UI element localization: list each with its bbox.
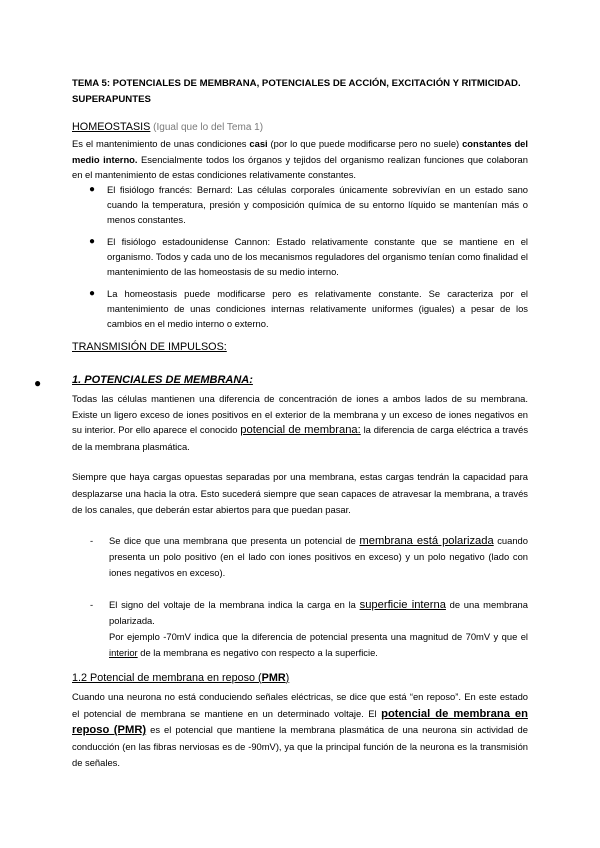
intro-bold-2: constantes del medio interno. [72,138,528,165]
polarizada-item [90,533,528,581]
pmr-heading [72,672,289,684]
transmision-heading: TRANSMISIÓN DE IMPULSOS: [72,341,227,353]
bullet-text: El fisiólogo estadounidense Cannon: Estado relativamente constante que se mantiene en el organismo. Todos y cada uno de los mecanismos reguladores del organismo tenían como finalidad el mantenimiento de las homeostasis de su medio interno. [107,236,528,277]
p1-text-a: Todas las células mantienen una diferencia de concentración de iones a ambos lados de su membrana. Existe un ligero exceso de iones positivos en el exterior de la membrana y un exceso de iones negativos en su interior. Por ello aparece el conocido [72,393,528,435]
bullet-text: El fisiólogo francés: Bernard: Las células corporales únicamente sobrevivían en un estado sano cuando la temperatura, presión y composición química de su entorno líquido se mantenían más o menos constantes. [107,184,528,225]
dash1-highlight: membrana está polarizada [359,535,494,547]
document-title: TEMA 5: POTENCIALES DE MEMBRANA, POTENCIALES DE ACCIÓN, EXCITACIÓN Y RITMICIDAD. SUPERAPUNTES [72,78,521,105]
pmr-text-a: Cuando una neurona no está conduciendo señales eléctricas, se dice que está “en reposo”. En este estado el potencial de membrana se mantiene en un determinado voltaje. El [72,691,528,719]
section-bullet-dot: ● [34,376,42,390]
p1-highlight: potencial de membrana: [240,424,361,436]
pmr-heading-a: 1.2 Potencial de membrana en reposo ( [72,672,262,684]
bullet-dot: ● [89,236,96,247]
intro-text-3: Esencialmente todos los órganos y tejidos del organismo realizan funciones que colaboran en el mantenimiento de estas condiciones relativamente constantes. [72,153,528,180]
dash2-text-a: El signo del voltaje de la membrana indica la carga en la [109,599,360,610]
p1-text-b: la diferencia de carga eléctrica a través de la membrana plasmática. [72,424,529,452]
pmr-highlight: potencial de membrana en reposo (PMR) [72,707,528,736]
dash2-underline: interior [109,647,138,658]
dash-marker: - [90,535,94,546]
pmr-text-b: es el potencial que mantiene la membrana plasmática de una neurona sin actividad de conducción (en las fibras nerviosas es de -90mV), ya que la principal función de la neurona es la transmisión de señales. [72,724,528,768]
homeostasis-heading: HOMEOSTASIS [72,121,151,133]
homeostasis-intro [72,136,528,183]
intro-text-2: (por lo que puede modificarse pero no suele) [267,138,463,149]
bullet-dot: ● [89,184,96,195]
superficie-item [90,597,528,661]
homeostasis-heading-line [72,120,528,136]
bullet-dot: ● [89,288,96,299]
dash1-text-b: cuando presenta un polo positivo (en el lado con iones positivos en exceso) y un polo negativo (lado con iones negativos en exceso). [109,535,528,578]
homeostasis-bullet-3 [85,286,528,331]
homeostasis-heading-note: (Igual que lo del Tema 1) [150,122,264,133]
pmr-paragraph [72,689,528,772]
homeostasis-bullet-2 [85,234,528,279]
intro-bold-1: casi [249,138,268,149]
homeostasis-bullet-1 [85,182,528,227]
potenciales-subheading: 1. POTENCIALES DE MEMBRANA: [72,374,253,386]
pmr-heading-c: ) [285,672,290,684]
potenciales-paragraph-2: Siempre que haya cargas opuestas separadas por una membrana, estas cargas tendrán la capacidad para desplazarse una hacia la otra. Esto sucederá siempre que sean capaces de atravesar la membrana, a través de los canales, que deberán estar abiertos para que puedan pasar. [72,471,528,515]
dash2-text-b: de una membrana polarizada. [109,599,528,626]
bullet-text: La homeostasis puede modificarse pero es relativamente constante. Se caracteriza por el mantenimiento de unas condiciones internas relativamente uniformes (iguales) a pesar de los cambios en el medio interno o externo. [107,288,528,329]
potenciales-paragraph-1 [72,391,528,454]
dash2-highlight: superficie interna [359,599,446,611]
pmr-heading-b: PMR [261,672,286,684]
dash2-text-c2: de la membrana es negativo con respecto a la superficie. [137,647,378,658]
dash-marker: - [90,599,94,610]
dash2-text-c1: Por ejemplo -70mV indica que la diferencia de potencial presenta una magnitud de 70mV y que el [109,631,528,642]
dash1-text-a: Se dice que una membrana que presenta un potencial de [109,535,360,546]
intro-text-1: Es el mantenimiento de unas condiciones [72,138,250,149]
